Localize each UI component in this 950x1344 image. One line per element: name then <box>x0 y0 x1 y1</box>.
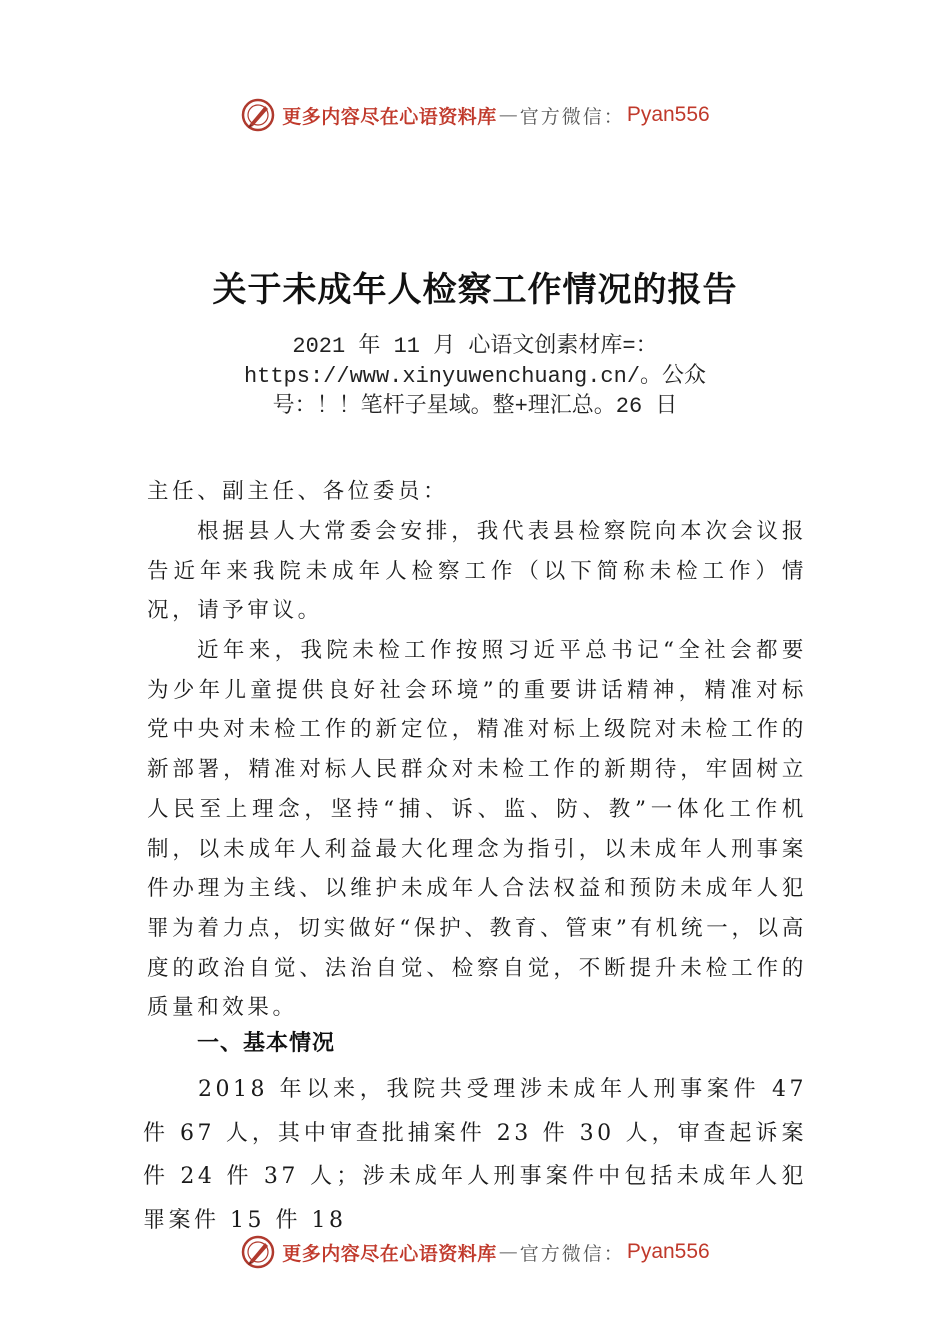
banner-text: 更多内容尽在心语资料库 <box>282 105 497 128</box>
subtitle-line: https://www.xinyuwenchuang.cn/。公众 <box>243 364 707 389</box>
footer-banner <box>0 1232 950 1272</box>
banner-separator: — <box>498 104 518 126</box>
pen-nib-circle-icon <box>240 97 276 133</box>
banner-wechat-label: 官方微信： <box>519 105 625 128</box>
paragraph: 近年来，我院未检工作按照习近平总书记“全社会都要为少年儿童提供良好社会环境”的重要讲话精神，精准对标党中央对未检工作的新定位，精准对标上级院对未检工作的新部署，精准对标人民群众对未检工作的新期待，牢固树立人民至上理念，坚持“捕、诉、监、防、教”一体化工作机制，以未成年人利益最大化理念为指引，以未成年人刑事案件办理为主线、以维护未成年人合法权益和预防未成年人犯罪为着力点，切实做好“保护、教育、管束”有机统一，以高度的政治自觉、法治自觉、检察自觉，不断提升未检工作的质量和效果。 <box>147 638 807 1021</box>
section-heading: 一、基本情况 <box>197 1031 336 1056</box>
banner-wechat-id: Pyan556 <box>626 103 710 126</box>
pen-nib-circle-icon <box>240 1234 276 1270</box>
banner-separator: — <box>498 1241 518 1263</box>
header-banner <box>0 95 950 135</box>
salutation: 主任、副主任、各位委员： <box>147 479 449 504</box>
banner-wechat-id: Pyan556 <box>626 1240 710 1263</box>
paragraph: 2018 年以来，我院共受理涉未成年人刑事案件 47 件 67 人，其中审查批捕案件 23 件 30 人，审查起诉案件 24 件 37 人；涉未成年人刑事案件中包括未成年人犯罪案件 15 件 18 <box>143 1077 807 1233</box>
banner-text: 更多内容尽在心语资料库 <box>282 1242 497 1265</box>
paragraph: 根据县人大常委会安排，我代表县检察院向本次会议报告近年来我院未成年人检察工作（以下简称未检工作）情况，请予审议。 <box>147 519 807 624</box>
banner-wechat-label: 官方微信： <box>519 1242 625 1265</box>
document-title: 关于未成年人检察工作情况的报告 <box>212 270 738 310</box>
subtitle-line: 2021 年 11 月 心语文创素材库=： <box>292 334 658 359</box>
subtitle-line: 号：！！笔杆子星域。整+理汇总。26 日 <box>272 394 678 419</box>
